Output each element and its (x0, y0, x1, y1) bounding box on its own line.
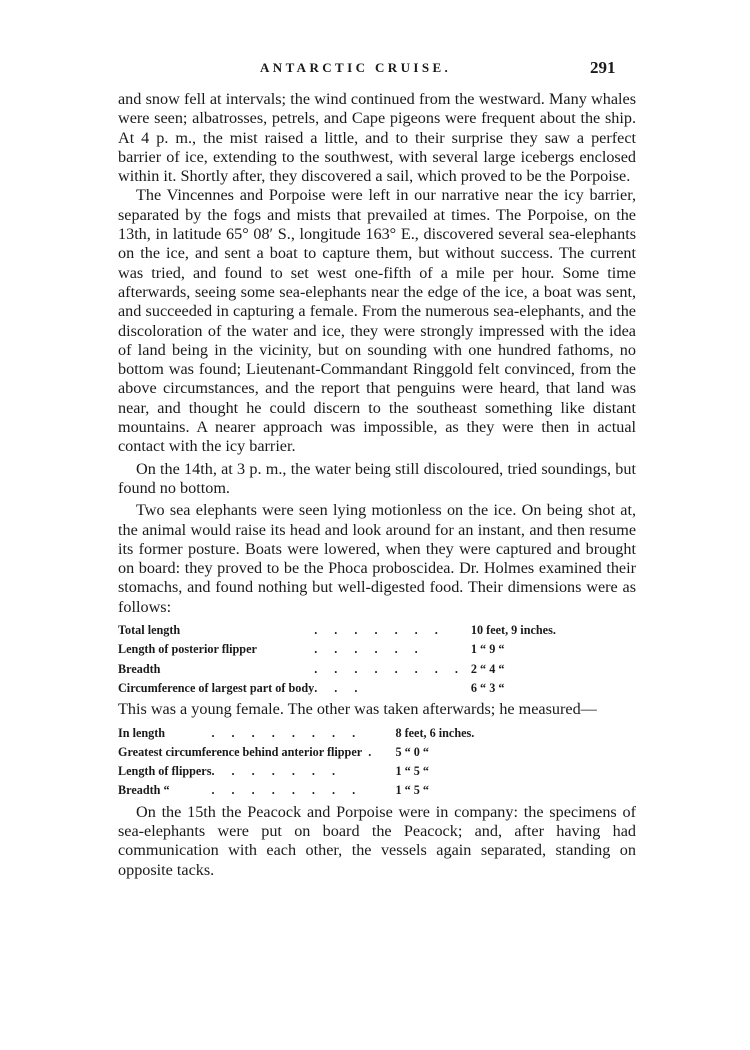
measure-value: 2 “ 4 “ (470, 661, 505, 676)
leader-dots: . . . . . . . . (211, 783, 363, 798)
table-row (118, 679, 556, 698)
female-dimensions-table (118, 621, 556, 698)
measure-label: Breadth “ (118, 783, 170, 798)
measure-label: In length (118, 725, 166, 740)
paragraph: On the 14th, at 3 p. m., the water being still discoloured, tried soundings, but found no bottom. (118, 459, 636, 497)
measure-value: 6 “ 3 “ (470, 680, 505, 695)
running-head (0, 58, 750, 82)
page-number: 291 (590, 58, 616, 77)
leader-dots: . . . . . . . (314, 623, 445, 638)
measure-label: Breadth (118, 661, 161, 676)
leader-dots: . . . . . . . (211, 764, 343, 779)
leader-dots: . . . . . . (314, 642, 425, 657)
table-row (118, 743, 474, 762)
measure-value: 10 feet, 9 inches. (470, 623, 556, 638)
leader-dots: . . . . . . . . (314, 661, 465, 676)
table-row (118, 724, 474, 743)
running-title: ANTARCTIC CRUISE. (260, 60, 452, 75)
paragraph: This was a young female. The other was taken afterwards; he measured— (118, 700, 597, 719)
leader-dots: . . . . . . . . (211, 725, 363, 740)
leader-dots: . . . (314, 680, 365, 695)
paragraph: and snow fell at intervals; the wind continued from the westward. Many whales were seen; albatrosses, petrels, and Cape pigeons were frequent about the ship. At 4 p. m., the mist raised a little, and to their surprise they saw a perfect barrier of ice, extending to the southwest, with several large icebergs enclosed within it. Shortly after, they discovered a sail, which proved to be the Porpoise. (118, 90, 636, 186)
table-row (118, 781, 474, 800)
measure-value: 5 “ 0 “ (395, 744, 429, 759)
measure-label (118, 743, 389, 762)
measure-label-text: Greatest circumference behind anterior flipper (118, 744, 363, 759)
body-text (118, 90, 636, 880)
table-row (118, 621, 556, 640)
measure-label: Length of flippers (118, 764, 212, 779)
table-row (118, 660, 556, 679)
paragraph: The Vincennes and Porpoise were left in our narrative near the icy barrier, separated by the fogs and mists that prevailed at times. The Porpoise, on the 13th, in latitude 65° 08′ S., longitude 163° E., discovered several sea-elephants on the ice, and sent a boat to capture them, but without success. The current was tried, and found to set west one-fifth of a mile per hour. Some time afterwards, seeing some sea-elephants near the edge of the ice, a boat was sent, and succeeded in capturing a female. From the numerous sea-elephants, and the discoloration of the water and ice, they were strongly impressed with the idea of land being in the vicinity, but on sounding with one hundred fathoms, no bottom was found; Lieutenant-Commandant Ringgold felt convinced, from the above circumstances, and the report that penguins were heard, that land was near, and thought he could discern to the southeast something like distant mountains. A nearer approach was impossible, as they were then in actual contact with the icy barrier. (118, 186, 636, 456)
measure-label: Length of posterior flipper (118, 642, 257, 657)
measure-value: 1 “ 5 “ (395, 764, 429, 779)
table-row (118, 640, 556, 659)
measure-value: 1 “ 9 “ (470, 642, 505, 657)
paragraph: On the 15th the Peacock and Porpoise were in company: the specimens of sea-elephants were put on board the Peacock; and, after having had communication with each other, the vessels again separated, standing on opposite tacks. (118, 802, 636, 879)
measure-value: 1 “ 5 “ (395, 783, 429, 798)
measure-label: Circumference of largest part of body (118, 680, 315, 695)
paragraph: Two sea elephants were seen lying motionless on the ice. On being shot at, the animal would raise its head and look around for an instant, and then resume its former posture. Boats were lowered, when they were captured and brought on board: they proved to be the Phoca proboscidea. Dr. Holmes examined their stomachs, and found nothing but well-digested food. Their dimensions were as follows: (118, 501, 636, 616)
measure-value: 8 feet, 6 inches. (395, 725, 475, 740)
table-row (118, 762, 474, 781)
male-dimensions-table (118, 724, 474, 801)
leader-dots: . (368, 744, 372, 759)
measure-label: Total length (118, 623, 181, 638)
